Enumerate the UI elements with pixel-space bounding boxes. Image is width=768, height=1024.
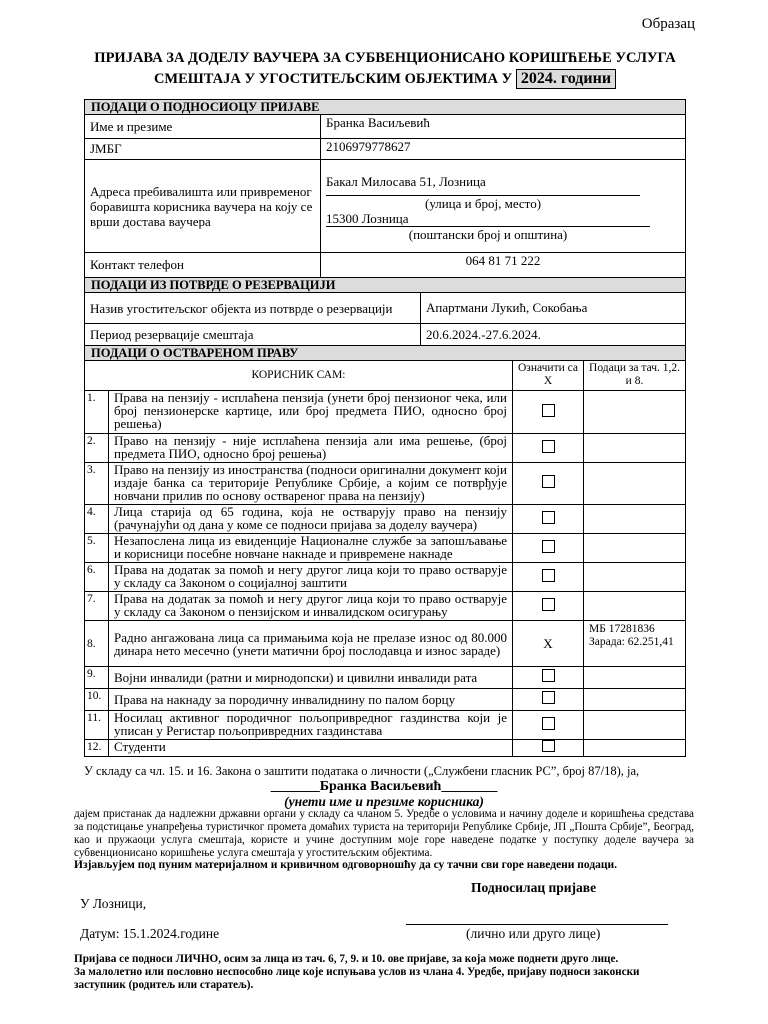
checkbox[interactable] — [542, 540, 555, 553]
item-data[interactable] — [584, 391, 686, 434]
user-name-hint: (унети име и презиме корисника) — [284, 794, 484, 809]
item-data[interactable] — [584, 689, 686, 711]
consent-paragraph: дајем пристанак да надлежни државни органи у складу са чланом 5. Уредбе о условима и начину доделе и коришћења средстава за подстицање унапређења туристичког промета домаћих туриста на територији Републике Србије, ЈП „Пошта Србије”, Београд, као и пружаоци услуга смештаја, користе и учине доступним моје горе наведене податке у поступку доделе ваучера за субвенционисано коришћење услуга смештаја у угоститељским објектима. — [74, 808, 694, 859]
item-text: Право на пензију - није исплаћена пензија али има решење, (број предмета ПИО, односно број решења) — [109, 434, 513, 463]
item-text: Права на накнаду за породичну инвалиднину по палом борцу — [109, 689, 513, 711]
user-name-field[interactable]: _______Бранка Васиљевић________ — [270, 779, 498, 794]
place-field[interactable]: У Лозници, — [80, 896, 147, 911]
column-user: КОРИСНИК САМ: — [85, 361, 513, 391]
item-data[interactable] — [584, 592, 686, 621]
signature-line[interactable] — [406, 924, 668, 925]
title-line-2: СМЕШТАЈА У УГОСТИТЕЉСКИМ ОБЈЕКТИМА У 2024. години — [60, 69, 710, 90]
phone-label: Контакт телефон — [85, 253, 321, 278]
table-row: 11. Носилац активног породичног пољопривредног газдинства који је уписан у Регистар пољопривредних газдинстава — [85, 711, 686, 740]
item-text: Незапослена лица из евиденције Националне службе за запошљавање и корисници посебне новчане накнаде и привремене накнаде — [109, 534, 513, 563]
address-postal-hint: (поштански број и општина) — [408, 227, 568, 242]
table-row: 1. Права на пензију - исплаћена пензија (унети број пензионог чека, или број пензионерске картице, или број предмета ПИО, односно број решења) — [85, 391, 686, 434]
date-field[interactable]: Датум: 15.1.2024.године — [80, 926, 220, 941]
address-street-line — [326, 189, 640, 196]
address-street-hint: (улица и број, место) — [424, 196, 542, 211]
table-row: 3. Право на пензију из иностранства (подноси оригинални документ који издаје банка са територије Републике Србије, а којим се потврђује новчани прилив по основу оствареног права на пензију) — [85, 463, 686, 505]
item-text: Права на пензију - исплаћена пензија (унети број пензионог чека, или број пензионерске картице, или број предмета ПИО, односно број решења) — [109, 391, 513, 434]
table-row: 10. Права на накнаду за породичну инвалиднину по палом борцу — [85, 689, 686, 711]
name-label: Име и презиме — [85, 115, 321, 139]
item-text: Право на пензију из иностранства (подноси оригинални документ који издаје банка са територије Републике Србије, а којим се потврђује новчани прилив по основу оствареног права на пензију) — [109, 463, 513, 505]
column-data: Подаци за тач. 1,2. и 8. — [584, 361, 686, 391]
section-reservation: ПОДАЦИ ИЗ ПОТВРДЕ О РЕЗЕРВАЦИЈИ — [85, 278, 686, 293]
item-data[interactable]: МБ 17281836 Зарада: 62.251,41 — [584, 621, 686, 667]
footer-note-2: За малолетно или пословно неспособно лице које испуњава услов из члана 4. Уредбе, пријаву подноси законски заступник (родитељ или старатељ). — [74, 966, 640, 991]
table-row: 2. Право на пензију - није исплаћена пензија али има решење, (број предмета ПИО, односно број решења) — [85, 434, 686, 463]
checkbox[interactable] — [542, 691, 555, 704]
period-field[interactable]: 20.6.2024.-27.6.2024. — [421, 324, 686, 346]
item-data[interactable] — [584, 463, 686, 505]
submitter-label: Подносилац пријаве — [471, 880, 597, 895]
declaration: Изјављујем под пуним материјалном и кривичном одговорношћу да су тачни сви горе наведени подаци. — [74, 859, 618, 871]
footer-notes — [74, 953, 694, 992]
section-applicant: ПОДАЦИ О ПОДНОСИОЦУ ПРИЈАВЕ — [85, 100, 686, 115]
name-field[interactable]: Бранка Васиљевић — [321, 115, 686, 139]
item-text: Студенти — [109, 740, 513, 757]
form-title — [60, 48, 710, 90]
section-rights: ПОДАЦИ О ОСТВАРЕНОМ ПРАВУ — [85, 346, 686, 361]
table-row: 8. Радно ангажована лица са примањима која не прелазе износ од 80.000 динара нето месечно (унети матични број послодавца и износ зараде) X МБ 17281836 Зарада: 62.251,41 — [85, 621, 686, 667]
address-street: Бакал Милосава 51, Лозница — [326, 174, 486, 189]
table-row: 7. Права на додатак за помоћ и негу другог лица који то право остварује у складу са Законом о пензијском и инвалидском осигурању — [85, 592, 686, 621]
item-text: Војни инвалиди (ратни и мирнодопски) и цивилни инвалиди рата — [109, 667, 513, 689]
consent-intro: У складу са чл. 15. и 16. Закона о заштити података о личности („Службени гласник РС”, број 87/18), ја, — [84, 764, 640, 778]
form-label: Образац — [641, 16, 695, 32]
item-data[interactable] — [584, 711, 686, 740]
phone-field[interactable]: 064 81 71 222 — [321, 253, 686, 278]
mark-x[interactable]: X — [513, 621, 584, 667]
jmbg-label: ЈМБГ — [85, 139, 321, 160]
checkbox[interactable] — [542, 669, 555, 682]
item-text: Лица старија од 65 година, која не остварују право на пензију (рачунајући од дана у коме се подноси пријава за доделу ваучера) — [109, 505, 513, 534]
footer-note-1: Пријава се подноси ЛИЧНО, осим за лица из тач. 6, 7, 9. и 10. ове пријаве, за која може поднети друго лице. — [74, 953, 619, 965]
checkbox[interactable] — [542, 740, 555, 752]
checkbox[interactable] — [542, 475, 555, 488]
item-data[interactable] — [584, 505, 686, 534]
table-row: 12. Студенти — [85, 740, 686, 757]
item-data[interactable] — [584, 534, 686, 563]
checkbox[interactable] — [542, 440, 555, 453]
table-row: 4. Лица старија од 65 година, која не остварују право на пензију (рачунајући од дана у коме се подноси пријава за доделу ваучера) — [85, 505, 686, 534]
checkbox[interactable] — [542, 569, 555, 582]
address-postal: 15300 Лозница — [326, 211, 650, 227]
object-field[interactable]: Апартмани Лукић, Сокобања — [421, 293, 686, 324]
item-data[interactable] — [584, 740, 686, 757]
jmbg-field[interactable]: 2106979778627 — [321, 139, 686, 160]
application-form-table — [84, 99, 686, 757]
period-label: Период резервације смештаја — [85, 324, 421, 346]
item-data[interactable] — [584, 667, 686, 689]
table-row: 5. Незапослена лица из евиденције Националне службе за запошљавање и корисници посебне новчане накнаде и привремене накнаде — [85, 534, 686, 563]
checkbox[interactable] — [542, 511, 555, 524]
title-line-1: ПРИЈАВА ЗА ДОДЕЛУ ВАУЧЕРА ЗА СУБВЕНЦИОНИСАНО КОРИШЋЕЊЕ УСЛУГА — [94, 50, 676, 66]
checkbox[interactable] — [542, 598, 555, 611]
table-row: 9. Војни инвалиди (ратни и мирнодопски) и цивилни инвалиди рата — [85, 667, 686, 689]
checkbox[interactable] — [542, 717, 555, 730]
item-data[interactable] — [584, 563, 686, 592]
item-text: Радно ангажована лица са примањима која не прелазе износ од 80.000 динара нето месечно (унети матични број послодавца и износ зараде) — [109, 621, 513, 667]
item-text: Права на додатак за помоћ и негу другог лица који то право остварује у складу са Законом о пензијском и инвалидском осигурању — [109, 592, 513, 621]
item-data[interactable] — [584, 434, 686, 463]
item-text: Права на додатак за помоћ и негу другог лица који то право остварује у складу са Законом о социјалној заштити — [109, 563, 513, 592]
checkbox[interactable] — [542, 404, 555, 417]
address-field[interactable] — [321, 160, 686, 253]
column-mark: Означити са X — [513, 361, 584, 391]
year-field[interactable]: 2024. години — [516, 69, 616, 89]
address-label: Адреса пребивалишта или привременог боравишта корисника ваучера на коју се врши достава ваучера — [85, 160, 321, 253]
table-row: 6. Права на додатак за помоћ и негу другог лица који то право остварује у складу са Законом о социјалној заштити — [85, 563, 686, 592]
signature-label: (лично или друго лице) — [466, 926, 601, 941]
item-text: Носилац активног породичног пољопривредног газдинства који је уписан у Регистар пољопривредних газдинстава — [109, 711, 513, 740]
object-label: Назив угоститељског објекта из потврде о резервацији — [85, 293, 421, 324]
